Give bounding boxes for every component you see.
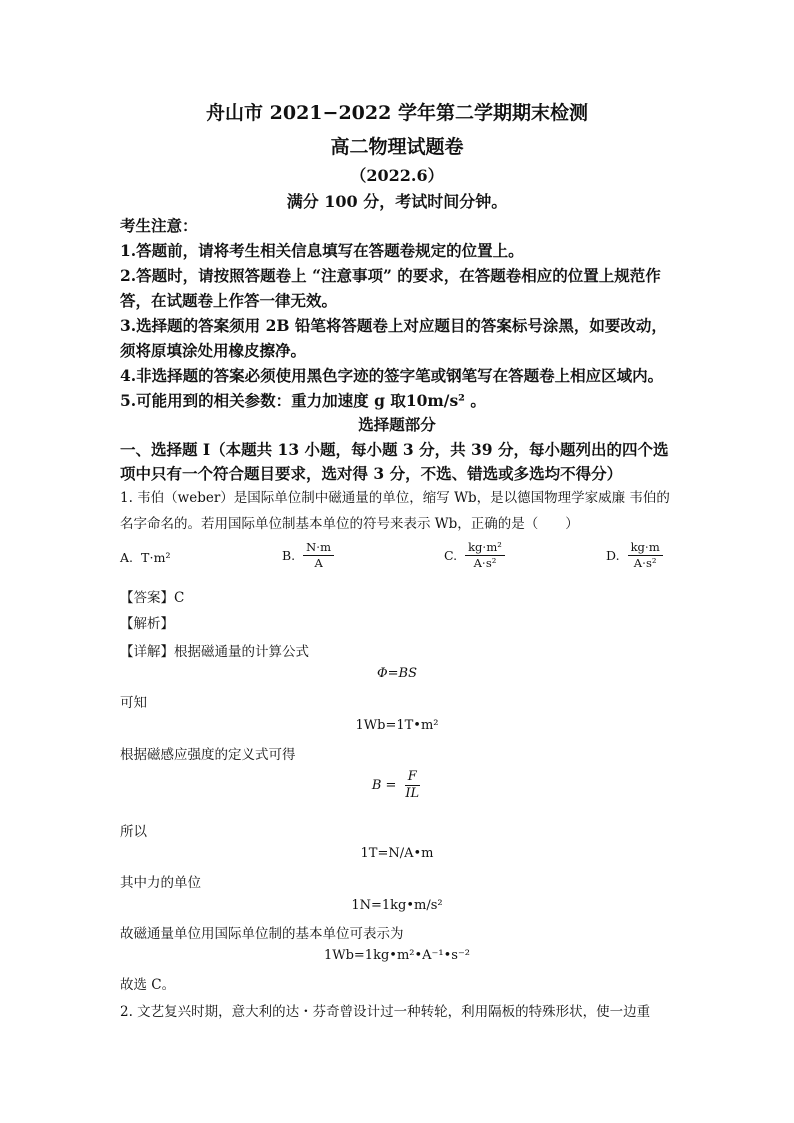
answer-tag: 【答案】 (120, 590, 174, 606)
notice-line-5: 须将原填涂处用橡皮擦净。 (120, 341, 307, 360)
answer-value: C (174, 590, 185, 606)
option-d (606, 541, 663, 569)
formula-flux: Φ=BS (376, 666, 417, 681)
text-so: 所以 (120, 824, 147, 840)
formula-b-definition (0, 770, 794, 802)
formula-b-numerator: F (405, 770, 420, 786)
formula-b-lhs: B = (371, 778, 397, 794)
text-know: 可知 (120, 695, 147, 711)
text-choose: 故选 C。 (120, 977, 176, 993)
detail-text: 根据磁通量的计算公式 (174, 644, 309, 660)
option-d-label: D. (606, 547, 620, 563)
option-d-denominator: A⋅s² (633, 555, 657, 570)
formula-wb-tm2: 1Wb=1T•m² (355, 718, 439, 733)
option-c-label: C. (444, 547, 458, 563)
q2-line-1: 2. 文艺复兴时期，意大利的达・芬奇曾设计过一种转轮，利用隔板的特殊形状，使一边重 (120, 1004, 651, 1020)
notice-line-4: 3.选择题的答案须用 2B 铅笔将答题卷上对应题目的答案标号涂黑，如要改动， (120, 316, 667, 335)
part-title: 选择题部分 (358, 415, 436, 434)
option-d-fraction (628, 541, 663, 569)
option-c-numerator: kg⋅m² (465, 541, 505, 556)
formula-newton: 1N=1kg•m/s² (351, 898, 443, 913)
q1-line-2: 名字命名的。若用国际单位制基本单位的符号来表示 Wb，正确的是（ ） (120, 516, 579, 532)
exam-date: （2022.6） (350, 166, 444, 185)
score-note: 满分 100 分，考试时间分钟。 (286, 192, 508, 211)
detail-line (120, 640, 309, 660)
analysis-tag: 【解析】 (120, 616, 174, 632)
section-heading-line-1: 一、选择题 I（本题共 13 小题，每小题 3 分，共 39 分，每小题列出的四个选 (120, 440, 669, 459)
option-a-value: T⋅m² (141, 550, 171, 565)
option-c-denominator: A⋅s² (473, 555, 497, 570)
notice-line-7: 5.可能用到的相关参数：重力加速度 g 取10m/s² 。 (120, 391, 486, 410)
text-force-unit: 其中力的单位 (120, 875, 201, 891)
text-by-definition: 根据磁感应强度的定义式可得 (120, 747, 296, 763)
option-b-label: B. (282, 547, 296, 563)
exam-subtitle: 高二物理试题卷 (330, 136, 464, 158)
answer-line (120, 586, 184, 606)
notice-line-2: 2.答题时，请按照答题卷上 “注意事项” 的要求，在答题卷相应的位置上规范作 (120, 266, 661, 285)
section-heading-line-2: 项中只有一个符合题目要求，选对得 3 分，不选、错选或多选均不得分） (120, 464, 623, 483)
option-b (282, 541, 334, 569)
exam-title: 舟山市 2021−2022 学年第二学期期末检测 (206, 102, 588, 124)
detail-tag: 【详解】 (120, 644, 174, 660)
option-b-fraction (303, 541, 334, 569)
formula-weber-base: 1Wb=1kg•m²•A⁻¹•s⁻² (323, 948, 471, 963)
option-c-fraction (465, 541, 505, 569)
option-b-numerator: N⋅m (303, 541, 334, 556)
notice-line-6: 4.非选择题的答案必须使用黑色字迹的签字笔或钢笔写在答题卷上相应区域内。 (120, 366, 664, 385)
option-d-numerator: kg⋅m (628, 541, 663, 556)
q1-line-1: 1. 韦伯（weber）是国际单位制中磁通量的单位，缩写 Wb，是以德国物理学家威廉 韦伯的 (120, 490, 670, 506)
formula-b-denominator: IL (405, 786, 420, 802)
option-a (120, 550, 171, 565)
notice-line-3: 答，在试题卷上作答一律无效。 (120, 291, 338, 310)
formula-tesla: 1T=N/A•m (360, 846, 434, 861)
option-c (444, 541, 505, 569)
formula-b-fraction (402, 770, 422, 802)
option-b-denominator: A (314, 555, 323, 570)
option-a-label: A. (120, 550, 134, 565)
notice-heading: 考生注意： (120, 216, 198, 235)
text-therefore: 故磁通量单位用国际单位制的基本单位可表示为 (120, 926, 404, 942)
notice-line-1: 1.答题前，请将考生相关信息填写在答题卷规定的位置上。 (120, 241, 524, 260)
